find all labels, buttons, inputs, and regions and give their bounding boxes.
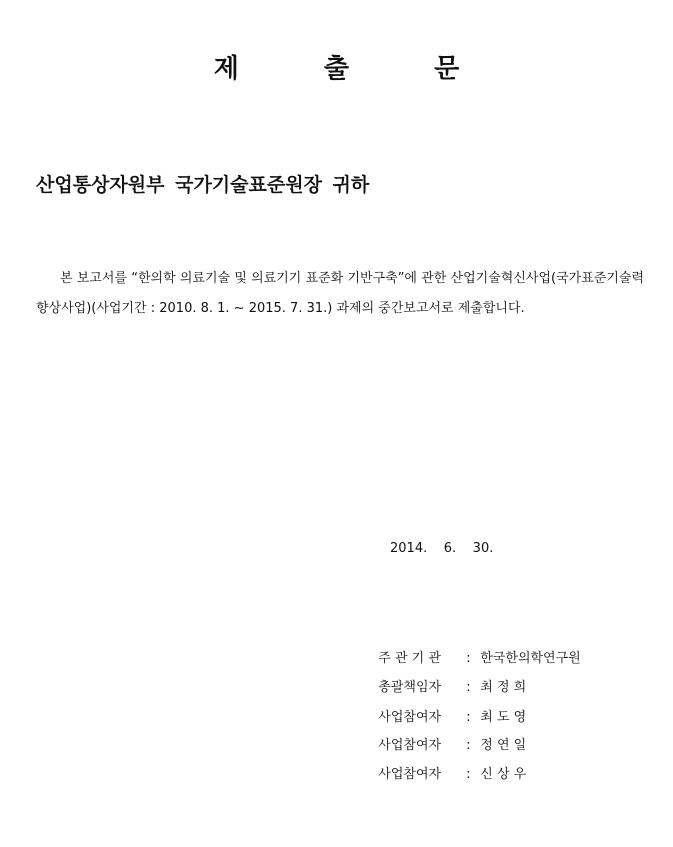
submission-statement [36,264,644,324]
signatory-value: 최 도 영 [480,710,527,725]
signatory-value: 정 연 일 [480,738,527,753]
signatory-value: 한국한의학연구원 [480,651,581,666]
signatory-value: 최 정 희 [480,680,527,695]
signatory-separator: : [466,738,471,753]
signatory-label: 주 관 기 관 [378,651,441,666]
signatory-row-lead [370,661,526,695]
signatory-label: 총괄책임자 [378,680,442,695]
submission-date: 2014. 6. 30. [390,541,494,556]
signatory-value: 신 상 우 [480,767,527,782]
addressee: 산업통상자원부 국가기술표준원장 귀하 [36,174,370,196]
signatory-separator: : [466,767,471,782]
signatory-row-participant-3 [370,748,526,782]
document-title: 제 출 문 [213,54,498,84]
signatory-label: 사업참여자 [378,710,442,725]
signatory-separator: : [466,680,471,695]
signatory-separator: : [466,710,471,725]
signatory-label: 사업참여자 [378,767,442,782]
signatory-label: 사업참여자 [378,738,442,753]
submission-paragraph: 본 보고서를 “한의학 의료기술 및 의료기기 표준화 기반구축”에 관한 산업기술혁신사업(국가표준기술력향상사업)(사업기간 : 2010. 8. 1. ~ 2015. 7. 31.) 과제의 중간보고서로 제출합니다. [36,271,644,316]
signatory-separator: : [466,651,471,666]
